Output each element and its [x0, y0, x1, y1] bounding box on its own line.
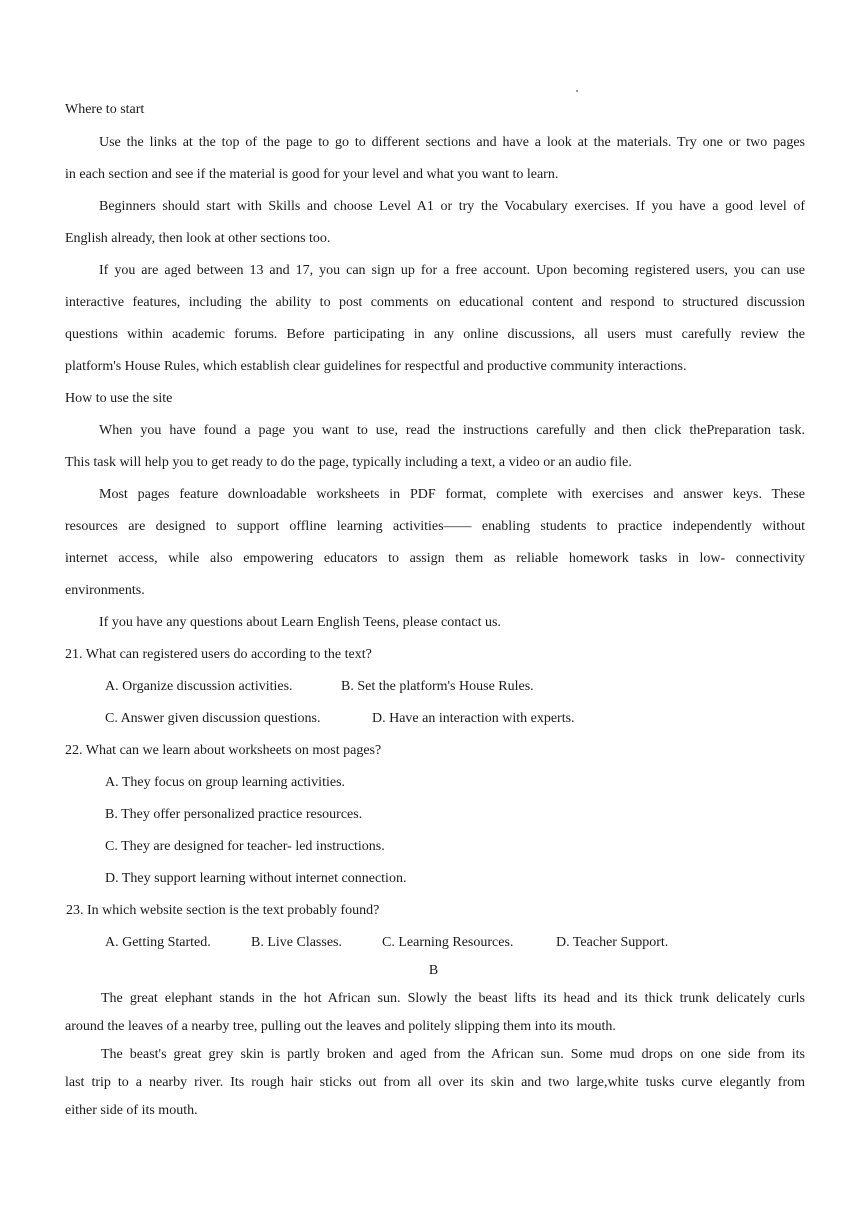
section-heading-where-to-start: Where to start [65, 102, 145, 117]
paragraph-line: The beast's great grey skin is partly broken and aged from the African sun. Some mud drops on one side from its [101, 1047, 805, 1062]
paragraph-line: internet access, while also empowering educators to assign them as reliable homework tasks in low- connectivity [65, 551, 805, 566]
option-22a: A. They focus on group learning activities. [105, 775, 346, 790]
question-23-stem: 23. In which website section is the text probably found? [66, 903, 380, 918]
paragraph-line: Use the links at the top of the page to go to different sections and have a look at the materials. Try one or two pages [99, 135, 805, 150]
option-21b: B. Set the platform's House Rules. [341, 679, 534, 694]
paragraph-line: resources are designed to support offline learning activities—— enabling students to practice independently without [65, 519, 805, 534]
paragraph-line: in each section and see if the material is good for your level and what you want to learn. [65, 167, 559, 182]
paragraph-line: If you have any questions about Learn English Teens, please contact us. [99, 615, 501, 630]
section-heading-how-to-use: How to use the site [65, 391, 173, 406]
paragraph-line: platform's House Rules, which establish clear guidelines for respectful and productive community interactions. [65, 359, 687, 374]
option-23c: C. Learning Resources. [382, 935, 514, 950]
option-22b: B. They offer personalized practice resources. [105, 807, 363, 822]
paragraph-line: This task will help you to get ready to do the page, typically including a text, a video or an audio file. [65, 455, 632, 470]
option-21c: C. Answer given discussion questions. [105, 711, 321, 726]
stray-mark [576, 90, 578, 92]
paragraph-line: When you have found a page you want to use, read the instructions carefully and then click thePreparation task. [99, 423, 805, 438]
paragraph-line: English already, then look at other sections too. [65, 231, 331, 246]
option-23a: A. Getting Started. [105, 935, 211, 950]
paragraph-line: questions within academic forums. Before participating in any online discussions, all users must carefully review the [65, 327, 805, 342]
paragraph-line: Beginners should start with Skills and choose Level A1 or try the Vocabulary exercises. If you have a good level of [99, 199, 805, 214]
paragraph-line: last trip to a nearby river. Its rough hair sticks out from all over its skin and two large,white tusks curve elegantly from [65, 1075, 805, 1090]
option-21d: D. Have an interaction with experts. [372, 711, 575, 726]
option-21a: A. Organize discussion activities. [105, 679, 293, 694]
paragraph-line: Most pages feature downloadable worksheets in PDF format, complete with exercises and answer keys. These [99, 487, 805, 502]
option-22c: C. They are designed for teacher- led instructions. [105, 839, 385, 854]
paragraph-line: around the leaves of a nearby tree, pulling out the leaves and politely slipping them into its mouth. [65, 1019, 616, 1034]
part-b-label: B [428, 963, 439, 978]
paragraph-line: interactive features, including the ability to post comments on educational content and respond to structured discussion [65, 295, 805, 310]
question-21-stem: 21. What can registered users do according to the text? [65, 647, 372, 662]
option-22d: D. They support learning without internet connection. [105, 871, 407, 886]
question-22-stem: 22. What can we learn about worksheets on most pages? [65, 743, 382, 758]
paragraph-line: The great elephant stands in the hot African sun. Slowly the beast lifts its head and its thick trunk delicately curls [101, 991, 805, 1006]
paragraph-line: If you are aged between 13 and 17, you can sign up for a free account. Upon becoming registered users, you can use [99, 263, 805, 278]
option-23d: D. Teacher Support. [556, 935, 669, 950]
paragraph-line: environments. [65, 583, 145, 598]
paragraph-line: either side of its mouth. [65, 1103, 198, 1118]
option-23b: B. Live Classes. [251, 935, 342, 950]
